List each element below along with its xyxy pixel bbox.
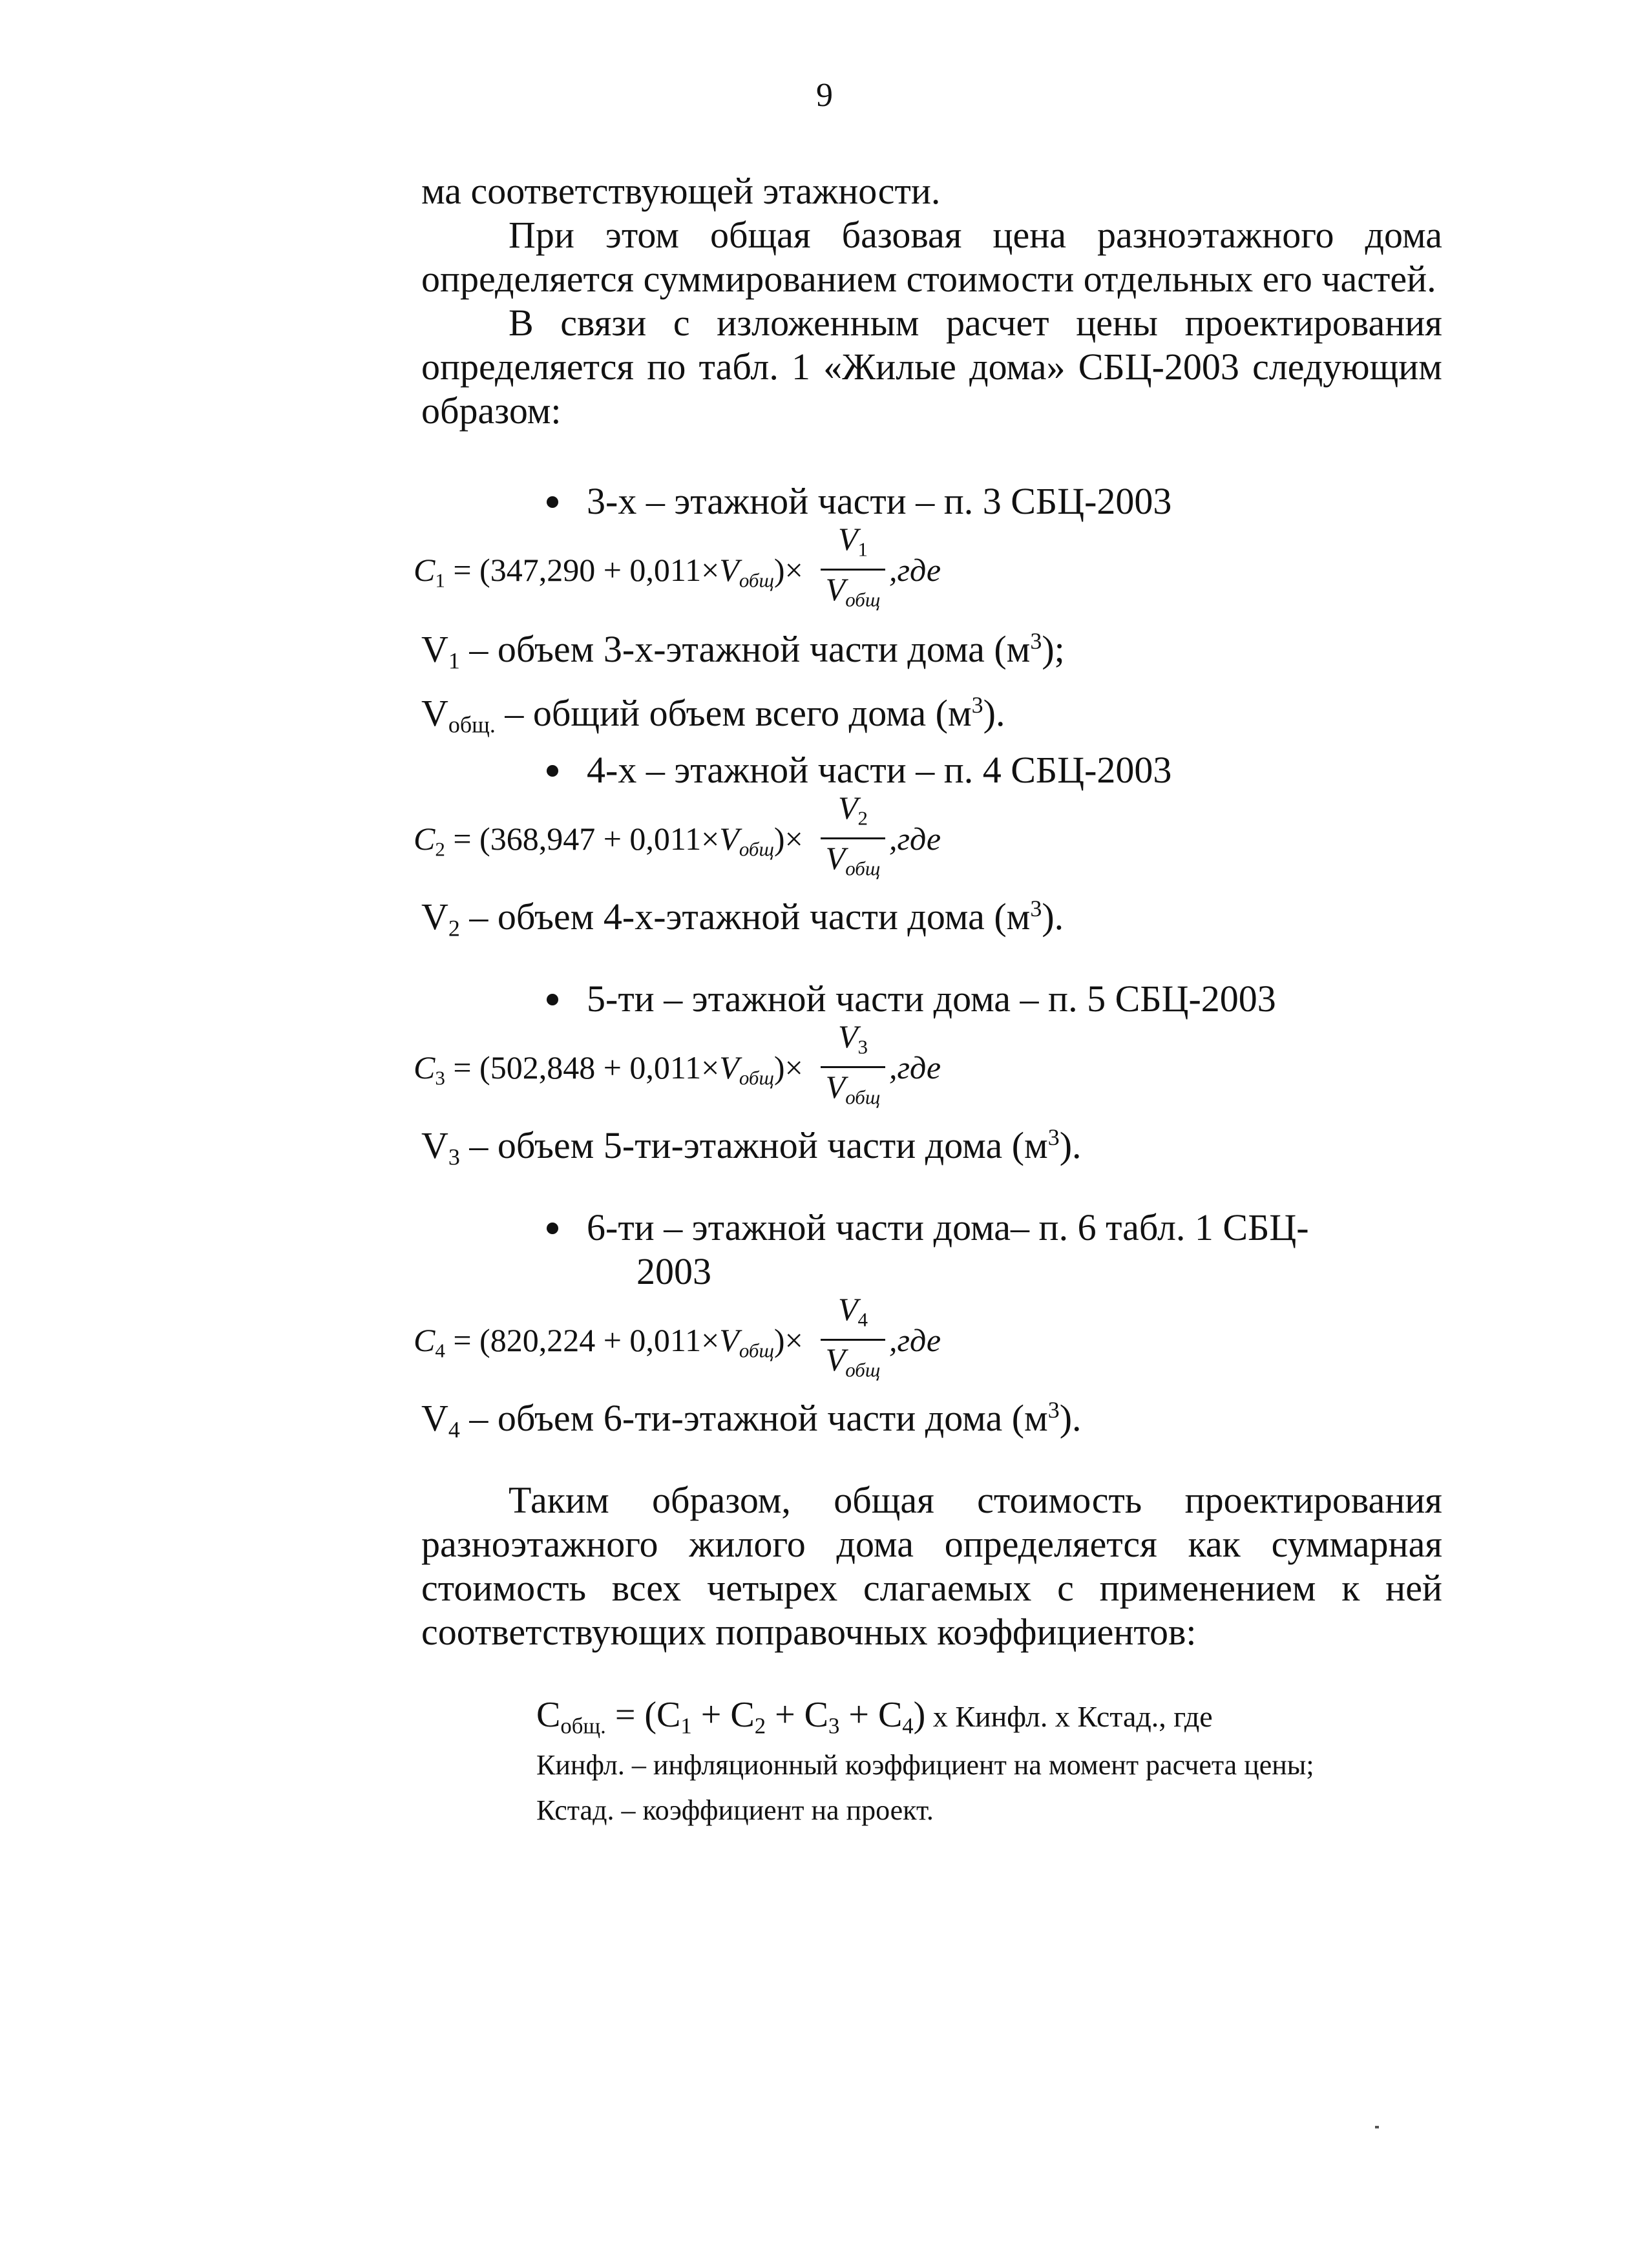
bullet-item-4-storey	[587, 748, 1171, 792]
formula-fraction: $V_3$ $V_{общ}$	[821, 1018, 885, 1109]
bullet-icon	[547, 1223, 558, 1234]
formula-c4	[414, 1288, 1060, 1385]
paragraph-base-price: При этом общая базовая цена разноэтажного дома определяется суммированием стоимости отдельных его частей.	[421, 214, 1442, 300]
paragraph-calculation-method: В связи с изложенным расчет цены проектирования определяется по табл. 1 «Жилые дома» СБЦ-2003 следующим образом:	[421, 302, 1442, 432]
bullet-text: 3-х – этажной части – п. 3 СБЦ-2003	[587, 480, 1172, 522]
formula-lhs: $C_1 = (347,290 + 0,011\times V_{общ})\times$	[414, 552, 803, 592]
formula-lhs: $C_2 = (368,947 + 0,011\times V_{общ})\times$	[414, 821, 803, 861]
paragraph-continuation: ма соответствующей этажности.	[421, 170, 941, 212]
definitions-item-3	[421, 1115, 1442, 1179]
formula-c2	[414, 787, 1060, 884]
formula-lhs: $C_4 = (820,224 + 0,011\times V_{общ})\times$	[414, 1322, 803, 1362]
bullet-item-5-storey	[587, 977, 1276, 1021]
page-number: 9	[816, 77, 833, 114]
formula-fraction: $V_1$ $V_{общ}$	[821, 521, 885, 611]
formula-fraction: $V_4$ $V_{общ}$	[821, 1291, 885, 1381]
definition-v-total: $V_{общ.}$ – общий объем всего дома $(м^3)$.	[421, 691, 1005, 738]
bullet-text: 5-ти – этажной части дома – п. 5 СБЦ-2003	[587, 978, 1276, 1020]
formula-c1	[414, 518, 1060, 615]
formula-c3	[414, 1016, 1060, 1113]
definitions-item-1	[421, 619, 1442, 746]
definition-v3: $V_3$ – объем 5-ти-этажной части дома $(м^3)$.	[421, 1124, 1082, 1170]
bullet-item-3-storey	[587, 479, 1171, 523]
body-text-intro	[421, 169, 1442, 433]
formula-where: ,где	[889, 821, 941, 857]
bullet-icon	[547, 994, 558, 1005]
bullet-icon	[547, 496, 558, 508]
formula-total: $С_{общ.} = (С_1 + С_2 + С_3 + С_4)$ х Кинфл. х Кстад., где	[536, 1695, 1213, 1739]
definitions-item-4	[421, 1388, 1442, 1452]
definition-v1: $V_1$ – объем 3-х-этажной части дома $(м^3)$;	[421, 627, 1065, 674]
bullet-text: 4-х – этажной части – п. 4 СБЦ-2003	[587, 749, 1172, 791]
bullet-text: 6-ти – этажной части дома– п. 6 табл. 1 СБЦ-	[587, 1206, 1309, 1248]
definition-stage-coefficient: Кстад. – коэффициент на проект.	[536, 1794, 934, 1826]
formula-where: ,где	[889, 1049, 941, 1086]
paragraph-total-cost: Таким образом, общая стоимость проектирования разноэтажного жилого дома определяется как суммарная стоимость всех четырех слагаемых с применением к ней соответствующих поправочных коэффициентов:	[421, 1479, 1442, 1653]
formula-where: ,где	[889, 1322, 941, 1358]
definition-inflation-coefficient: Кинфл. – инфляционный коэффициент на момент расчета цены;	[536, 1749, 1314, 1781]
bullet-text-continuation: 2003	[636, 1250, 711, 1292]
definitions-item-2	[421, 887, 1442, 950]
bullet-icon	[547, 765, 558, 777]
bullet-item-6-storey	[587, 1206, 1309, 1250]
definition-v4: $V_4$ – объем 6-ти-этажной части дома $(м^3)$.	[421, 1396, 1082, 1443]
body-text-conclusion	[421, 1478, 1442, 1654]
definition-v2: $V_2$ – объем 4-х-этажной части дома $(м^3)$.	[421, 895, 1064, 941]
formula-lhs: $C_3 = (502,848 + 0,011\times V_{общ})\times$	[414, 1049, 803, 1089]
formula-where: ,где	[889, 552, 941, 588]
scan-speck	[1375, 2126, 1379, 2128]
formula-fraction: $V_2$ $V_{общ}$	[821, 790, 885, 880]
